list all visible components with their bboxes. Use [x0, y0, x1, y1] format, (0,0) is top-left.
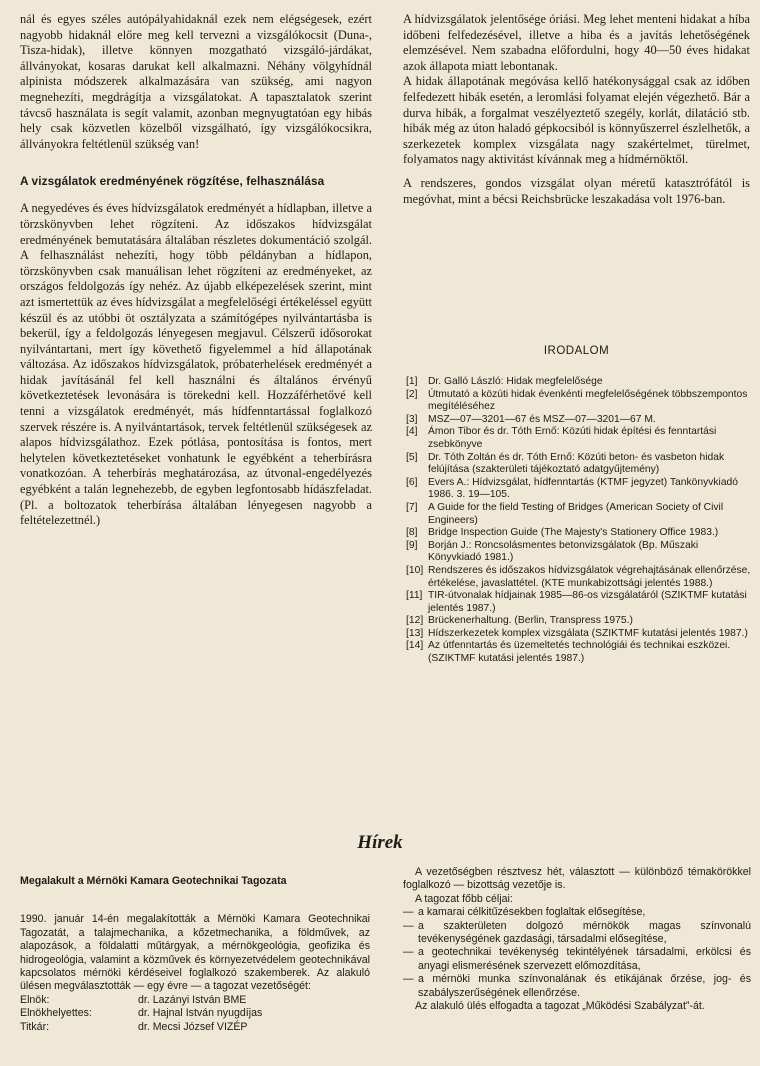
right-column — [403, 12, 750, 207]
section-heading: A vizsgálatok eredményének rögzítése, felhasználása — [20, 174, 325, 189]
officer-row: Elnökhelyettes: dr. Hajnal István nyugdíjas — [20, 1007, 263, 1020]
right-paragraph-1: A hídvizsgálatok jelentősége óriási. Meg lehet menteni hidakat a híba időbeni felfedezésével, illetve a hiba és a javítás lehetőségének elemzésével. Nem szabadna előfordulni, hogy 40—50 éves hidakat azok állapota miatt lebontanak. — [403, 12, 750, 73]
reference-item: [6] Evers A.: Hídvizsgálat, hídfenntartás (KTMF jegyzet) Tankönyvkiadó 1986. 3. 19—105. — [406, 476, 738, 501]
references-title: IRODALOM — [543, 345, 610, 357]
news-closing: Az alakuló ülés elfogadta a tagozat „Működési Szabályzat”-át. — [415, 1000, 705, 1013]
right-paragraph-2: A hidak állapotának megóvása kellő hatékonysággal csak az időben felfedezett hibák esetén, a leromlási folyamat elején végezhető. Bár a durva hibák, a forgalmat veszélyeztető szegély, korlát, dilatáció stb. hibák még az úton haladó gépkocsiból is könnyűszerrel észlelhetők, a szerkezetek komplex vizsgálata nagy szakértelmet, türelmet, folyamatos nagy aktivitást kívánnak meg a hídmérnöktől. — [403, 74, 750, 167]
goals-heading: A tagozat főbb céljai: — [415, 892, 513, 905]
goal-item: — a kamarai célkitűzésekben foglaltak elősegítése, — [403, 906, 646, 919]
reference-item: [4] Ámon Tibor és dr. Tóth Ernő: Közúti hidak építési és fenntartási zsebkönyve — [406, 426, 717, 450]
reference-item: [13] Hídszerkezetek komplex vizsgálata (SZIKTMF kutatási jelentés 1987.) — [406, 627, 748, 639]
reference-item: [12] Brückenerhaltung. (Berlin, Transpress 1975.) — [406, 615, 633, 627]
left-column — [20, 12, 372, 529]
news-paragraph: 1990. január 14-én megalakították a Mérnöki Kamara Geotechnikai Tagozatát, a talajmechanika, a kőzetmechanika, a földművek, az alapozások, a földalatti műtárgyak, a mérnökgeológia, geofizika és hidrogeológia, valamint a közművek és környezetvédelem geotechnikával kapcsolatos mérnöki kérdéseivel foglalkozó szakemberek. Az alakuló ülésen megválasztották — egy évre — a tagozat vezetőségét: — [20, 913, 370, 993]
reference-item: [2] Útmutató a közúti hidak évenkénti megfelelőségének többszempontos megítéléséhez — [406, 388, 748, 413]
reference-item: [3] MSZ—07—3201—67 és MSZ—07—3201—67 M. — [406, 413, 656, 425]
reference-item: [5] Dr. Tóth Zoltán és dr. Tóth Ernő: Közúti beton- és vasbeton hidak felújítása (szakterületi tájékoztató adatgyűjtemény) — [406, 451, 725, 476]
goal-item: — a szakterületen dolgozó mérnökök magas színvonalú tevékenységének gazdasági, társadalmi elősegítése, — [403, 919, 751, 946]
goal-item: — a geotechnikai tevékenység tekintélyének társadalmi, erkölcsi és anyagi elismerésének szervezett előmozdítása, — [403, 946, 751, 972]
news-heading: Megalakult a Mérnöki Kamara Geotechnikai Tagozata — [20, 875, 287, 887]
goal-item: — a mérnöki munka színvonalának és etikájának őrzése, jog- és szabályszerűségének ellenőrzése. — [403, 973, 751, 999]
intro-paragraph: nál és egyes széles autópályahidaknál ezek nem elégségesek, ezért nagyobb hidaknál előre meg kell tervezni a vizsgálókocsit (Duna-, Tisza-hidak), illetve könnyen mozgatható vizsgáló-járdákat, állványokat, kosaras darukat kell alkalmazni. Néhány völgyhídnál alpinista módszerek alkalmazására van szükség, ami nagyon megnehezíti, megdrágítja a vizsgálatokat. A tapasztalatok szerint távcső használata is segít valamit, azonban megnyugtatóan egy hibás hely csak közvetlen közelből vizsgálható, így vizsgálókocsikra, állványokra feltétlenül szükség van! — [20, 12, 372, 151]
news-title: Hírek — [357, 832, 403, 853]
reference-item: [8] Bridge Inspection Guide (The Majesty's Stationery Office 1983.) — [406, 527, 719, 539]
reference-item: [1] Dr. Galló László: Hidak megfelelősége — [406, 376, 603, 387]
right-paragraph-3: A rendszeres, gondos vizsgálat olyan méretű katasztrófától is megóvhat, mint a bécsi Reichsbrücke leszakadása volt 1976-ban. — [403, 175, 750, 206]
reference-item: [14] Az útfenntartás és üzemeltetés technológiái és technikai eszközei. (SZIKTMF kutatási jelentés 1987.) — [406, 640, 731, 665]
news-left-column — [20, 875, 370, 1034]
reference-item: [7] A Guide for the field Testing of Bridges (American Society of Civil Engineers) — [406, 501, 724, 526]
officer-row: Elnök: dr. Lazányi István BME — [20, 993, 247, 1006]
reference-item: [9] Borján J.: Roncsolásmentes betonvizsgálatok (Bp. Műszaki Könyvkiadó 1981.) — [406, 539, 699, 564]
section-paragraph: A negyedéves és éves hídvizsgálatok eredményét a hídlapban, illetve a törzskönyvben lehet rögzíteni. Az időszakos hídvizsgálat eredményének bemutatására általában részletes dokumentáció szolgál. A felhasználást nehezíti, hogy több példányban a hídlapon, törzskönyvben csak manuálisan lehet rögzíteni az eredményeket, az országos feldolgozás így nehéz. Az újabb elképezelések szerint, mint azt ismertettük az éves hídvizsgálat a megfelelőségi értékeléssel együtt készül és az utóbbi öt osztályzata a számítógépes nyilvántartásba is bekerül, így a feldolgozás lényegesen megjavul. Célszerű idősorokat nyilvántartani, mert így követhető figyelemmel a híd állapotának változása. Az időszakos hídvizsgálatok, próbaterhelések eredményét a hidak javításánál fel kell használni és általános érvényű következtetések levonására is törekedni kell. Hozzáférhetővé kell tenni a vizsgálatok eredményét, más hídfenntartással foglalkozó szervek részére is. A nyilvántartások, tervek feltétlenül szükségesek az alapos hídvizsgálathoz. Ezek pótlása, pontosítása is fontos, mert helytelen következtetéseket vonhatunk le egyébként a teherbírásra vonatkozóan. A teherbírás meghatározása, az útvonal-engedélyezés egyébként a talán legnehezebb, de egyben legfontosabb hídászfeladat. (Pl. a boltozatok teherbírása általában lényegesen nagyobb a feltételezettnél.) — [20, 201, 372, 528]
officer-row: Titkár: dr. Mecsi József VIZÉP — [20, 1020, 248, 1033]
references-list — [406, 376, 752, 666]
reference-item: [10] Rendszeres és időszakos hídvizsgálatok végrehajtásának ellenőrzése, értékelése, javaslattétel. (KTE munkabizottsági jelentés 1988.) — [406, 564, 751, 589]
news-right-column — [403, 866, 751, 1013]
reference-item: [11] TIR-útvonalak hídjainak 1985—86-os vizsgálatáról (SZIKTMF kutatási jelentés 1987.) — [406, 590, 747, 614]
news-right-intro: A vezetőségben résztvesz hét, választott — különböző témakörökkel foglalkozó — bizottság vezetője is. — [403, 866, 751, 892]
